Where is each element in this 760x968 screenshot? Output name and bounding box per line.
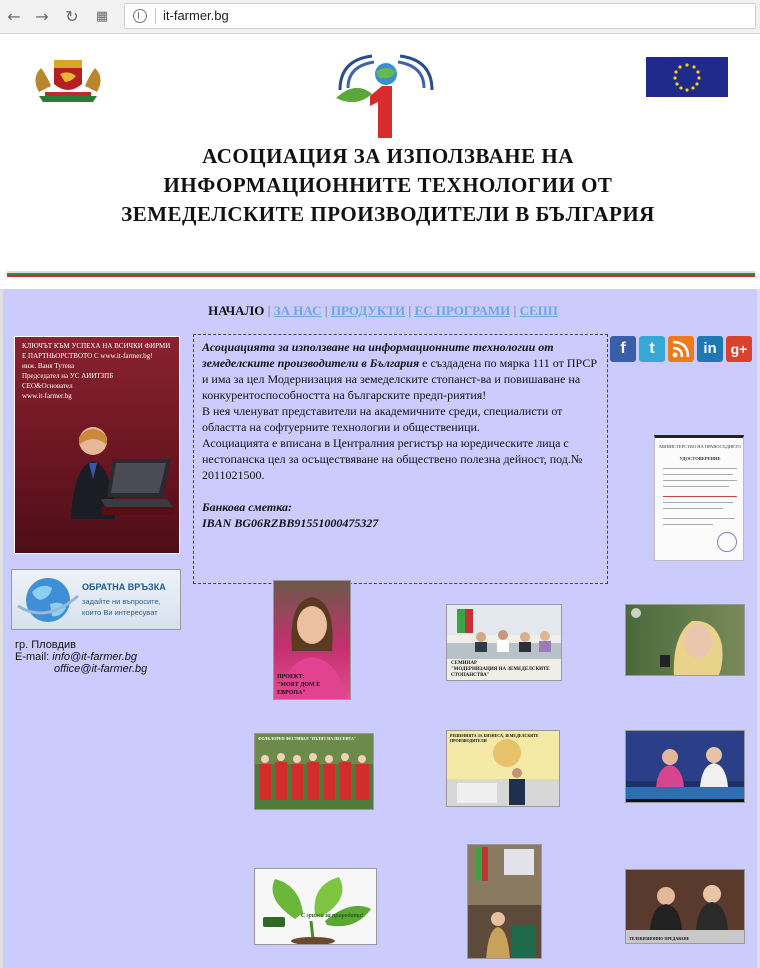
menu-separator: | (267, 303, 271, 318)
gallery-thumb-nature[interactable]: С грижа за природата! (254, 868, 377, 945)
menu-home[interactable]: НАЧАЛО (208, 303, 265, 318)
feedback-title: ОБРАТНА ВРЪЗКА (82, 582, 166, 592)
main-content (0, 289, 760, 968)
about-register: Асоциацията е вписана в Централния регистър на юредическите лица с нестопанска цел за осъществяване на обществено полезна дейност, под.№ 2011021500. (202, 436, 583, 482)
menu-about[interactable]: ЗА НАС (273, 303, 322, 318)
address-separator (155, 8, 156, 24)
gallery-thumb-presentation[interactable]: РЕШЕНИЯТА ЗА БИЗНЕСА, ЗЕМЕДЕЛСКИТЕ ПРОИЗВОДИТЕЛИ (446, 730, 560, 807)
gallery-thumb-project[interactable]: ПРОЕКТ: "МОЯТ ДОМ Е ЕВРОПА" (273, 580, 351, 700)
bulgarian-tricolor-divider (7, 271, 755, 279)
eu-flag-icon (646, 57, 728, 97)
menu-sepp[interactable]: СЕПП (519, 303, 558, 318)
stamp-icon (717, 532, 737, 552)
site-title-line: ЗЕМЕДЕЛСКИТЕ ПРОИЗВОДИТЕЛИ В БЪЛГАРИЯ (121, 202, 655, 226)
site-info-icon[interactable] (133, 9, 147, 23)
green-leaf-icon (255, 869, 377, 945)
twitter-icon[interactable]: t (639, 336, 665, 362)
feedback-subtitle: задайте ни въпросите, които Ви интересуват (82, 597, 161, 617)
google-plus-icon[interactable]: g+ (726, 336, 752, 362)
tv-studio-icon (626, 731, 745, 803)
browser-toolbar (0, 0, 760, 34)
menu-separator: | (324, 303, 328, 318)
gallery-thumb-conference[interactable] (467, 844, 542, 959)
registration-certificate[interactable]: МИНИСТЕРСТВО НА ПРАВОСЪДИЕТО УДОСТОВЕРЕНИЕ (654, 435, 744, 561)
main-menu (3, 303, 760, 319)
email-link-info[interactable]: info@it-farmer.bg (52, 651, 138, 663)
gallery-thumb-tv-studio[interactable] (625, 730, 745, 803)
association-logo-icon (330, 50, 442, 140)
about-intro: Асоциацията за използване на информационните технологии от земеделските производители в България е създадена по мярка 111 от ПРСР и има за цел Модернизация на земеделските стопанст-ва и повишаване на конкурентоспособността на българските предп-риятия! (202, 340, 598, 402)
about-text-box (193, 334, 608, 584)
menu-eu-programs[interactable]: ЕС ПРОГРАМИ (414, 303, 511, 318)
laptop-icon (101, 457, 173, 515)
site-title (0, 142, 760, 229)
menu-separator: | (408, 303, 412, 318)
facebook-icon[interactable]: f (610, 336, 636, 362)
email-label: E-mail: (15, 651, 50, 663)
about-members: В нея членуват представители на академичните среди, специалисти от областта на софтуерните технологии и общественици. (202, 404, 563, 434)
gallery-thumb-folklore[interactable]: ФОЛКЛОРЕН ФЕСТИВАЛ "ПЪТЯТ НА ПЕСЕНТА" (254, 733, 374, 810)
reload-icon[interactable]: ↻ (65, 7, 79, 26)
globe-icon (16, 572, 80, 628)
forward-arrow-icon[interactable]: → (35, 7, 49, 26)
tv-show-icon (626, 870, 745, 944)
menu-products[interactable]: ПРОДУКТИ (330, 303, 406, 318)
site-title-line: АСОЦИАЦИЯ ЗА ИЗПОЛЗВАНЕ НА (202, 144, 574, 168)
linkedin-icon[interactable]: in (697, 336, 723, 362)
rss-feed-icon[interactable] (668, 336, 694, 362)
contact-info (15, 639, 147, 675)
address-bar[interactable] (124, 3, 756, 29)
founder-photo[interactable] (14, 336, 180, 554)
bank-iban: IBAN BG06RZBB91551000475327 (202, 516, 379, 530)
apps-grid-icon[interactable]: ▦ (95, 9, 109, 24)
founder-photo-caption: КЛЮЧЪТ КЪМ УСПЕХА НА ВСИЧКИ ФИРМИ Е ПАРТНЬОРСТВОТО С www.it-farmer.bg! инж. Ваня Тутева Председател на УС АИИТЗПБ CEO&Основател www.it-farmer.bg (22, 342, 171, 400)
gallery-thumb-interview[interactable] (625, 604, 745, 676)
contact-city: гр. Пловдив (15, 639, 76, 651)
back-arrow-icon[interactable]: ← (7, 7, 21, 26)
url-text[interactable]: it-farmer.bg (163, 8, 229, 23)
interview-woman-icon (626, 605, 745, 676)
email-link-office[interactable]: office@it-farmer.bg (54, 663, 148, 675)
bank-account-label: Банкова сметка: (202, 500, 293, 514)
feedback-banner[interactable] (11, 569, 181, 630)
site-title-line: ИНФОРМАЦИОННИТЕ ТЕХНОЛОГИИ ОТ (163, 173, 613, 197)
dancers-icon (255, 734, 374, 810)
conference-icon (468, 845, 542, 959)
gallery-thumb-seminar[interactable]: СЕМИНАР "МОДЕРНИЗАЦИЯ НА ЗЕМЕДЕЛСКИТЕ СТОПАНСТВА" (446, 604, 562, 681)
bulgarian-coat-of-arms-icon (27, 52, 109, 104)
site-header (0, 34, 760, 289)
gallery-thumb-tv-show[interactable]: ТЕЛЕВИЗИОННО ПРЕДАВАНЕ (625, 869, 745, 944)
menu-separator: | (513, 303, 517, 318)
